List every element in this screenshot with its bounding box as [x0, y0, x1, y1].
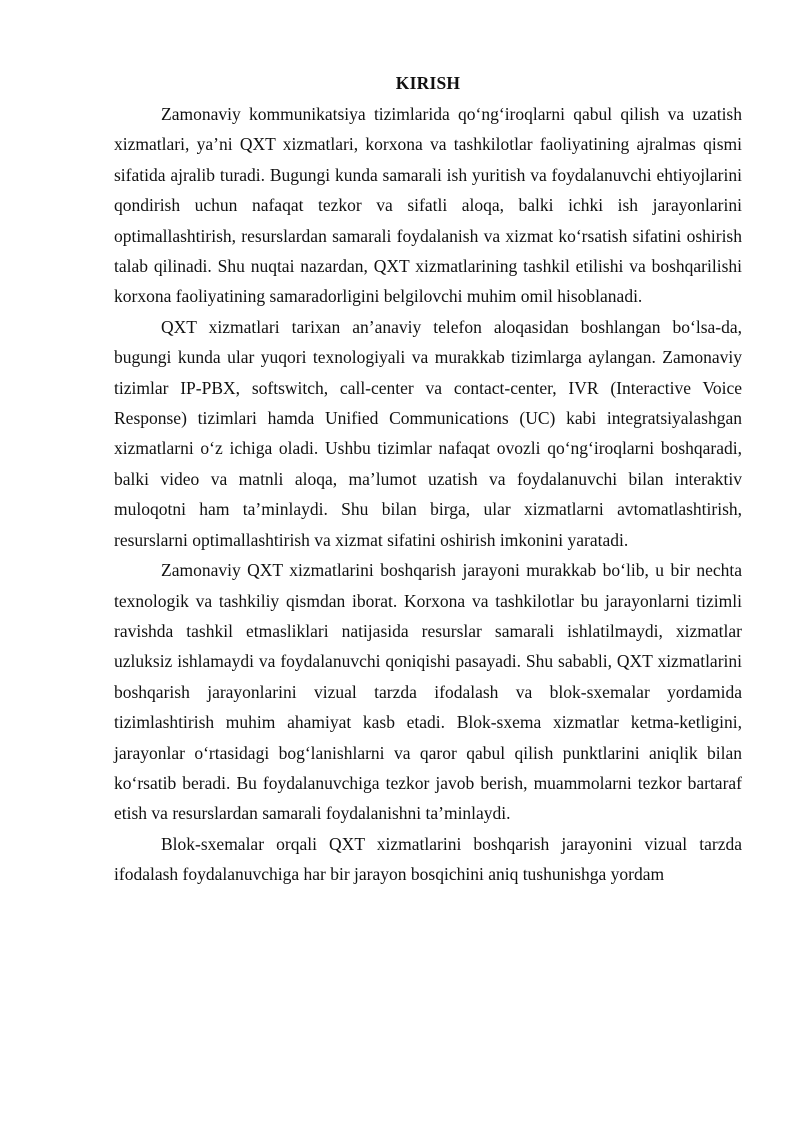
paragraph-intro: Zamonaviy kommunikatsiya tizimlarida qo‘ng‘iroqlarni qabul qilish va uzatish xizmatlari, ya’ni QXT xizmatlari, korxona va tashkilotlar faoliyatining ajralmas qismi sifatida ajralib turadi. Bugungi kunda samarali ish yuritish va foydalanuvchi ehtiyojlarini qondirish uchun nafaqat tezkor va sifatli aloqa, balki ichki ish jarayonlarini optimallashtirish, resurslardan samarali foydalanish va xizmat ko‘rsatish sifatini oshirish talab qilinadi. Shu nuqtai nazardan, QXT xizmatlarining tashkil etilishi va boshqarilishi korxona faoliyatining samaradorligini belgilovchi muhim omil hisoblanadi.	[114, 104, 742, 307]
section-title: KIRISH	[395, 73, 461, 93]
document-body	[114, 70, 742, 890]
paragraph-management: Zamonaviy QXT xizmatlarini boshqarish jarayoni murakkab bo‘lib, u bir nechta texnologik va tashkiliy qismdan iborat. Korxona va tashkilotlar bu jarayonlarni tizimli ravishda tashkil etmasliklari natijasida resurslar samarali ishlatilmaydi, xizmatlar uzluksiz ishlamaydi va foydalanuvchi qoniqishi pasayadi. Shu sababli, QXT xizmatlarini boshqarish jarayonlarini vizual tarzda ifodalash va blok-sxemalar yordamida tizimlashtirish muhim ahamiyat kasb etadi. Blok-sxema xizmatlar ketma-ketligini, jarayonlar o‘rtasidagi bog‘lanishlarni va qaror qabul qilish punktlarini aniqlik bilan ko‘rsatib beradi. Bu foydalanuvchiga tezkor javob berish, muammolarni tezkor bartaraf etish va resurslardan samarali foydalanishni ta’minlaydi.	[114, 560, 742, 824]
paragraph-block-diagrams: Blok-sxemalar orqali QXT xizmatlarini boshqarish jarayonini vizual tarzda ifodalash foydalanuvchiga har bir jarayon bosqichini aniq tushunishga yordam	[114, 833, 742, 885]
paragraph-history: QXT xizmatlari tarixan an’anaviy telefon aloqasidan boshlangan bo‘lsa-da, bugungi kunda ular yuqori texnologiyali va murakkab tizimlarga aylangan. Zamonaviy tizimlar IP-PBX, softswitch, call-center va contact-center, IVR (Interactive Voice Response) tizimlari hamda Unified Communications (UC) kabi integratsiyalashgan xizmatlarni o‘z ichiga oladi. Ushbu tizimlar nafaqat ovozli qo‘ng‘iroqlarni boshqaradi, balki video va matnli aloqa, ma’lumot uzatish va foydalanuvchi bilan interaktiv muloqotni ham ta’minlaydi. Shu bilan birga, ular xizmatlarni avtomatlashtirish, resurslarni optimallashtirish va xizmat sifatini oshirish imkonini yaratadi.	[114, 316, 742, 550]
